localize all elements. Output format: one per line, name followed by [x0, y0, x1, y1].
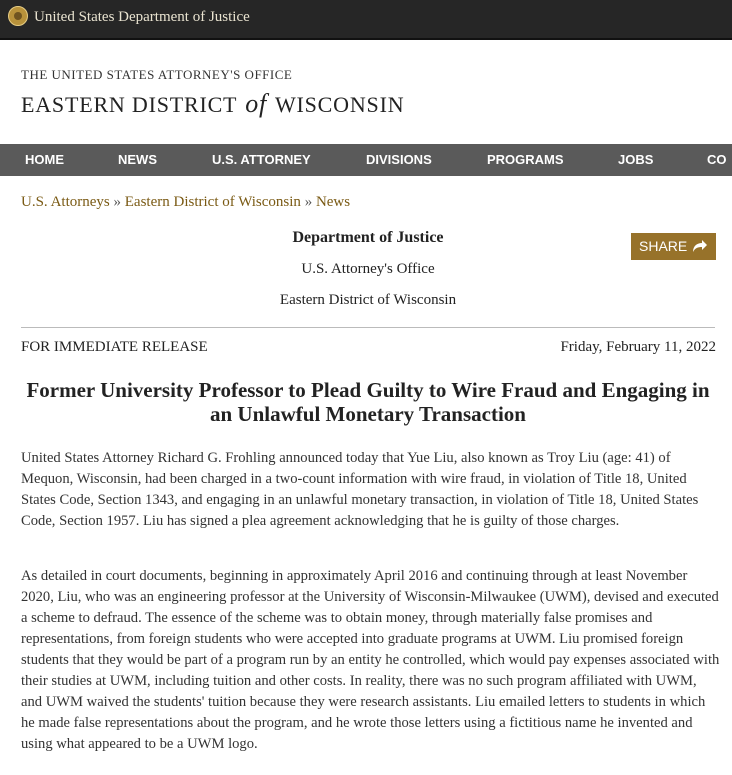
nav-jobs[interactable]: JOBS [618, 152, 654, 167]
article-headline: Former University Professor to Plead Guilty to Wire Fraud and Engaging in an Unlawful Monetary Transaction [26, 378, 710, 426]
share-button[interactable] [631, 233, 716, 260]
main-nav [0, 144, 732, 176]
district-title-part-a: EASTERN DISTRICT [21, 92, 237, 117]
district-title-of: of [245, 89, 268, 118]
article-paragraph: United States Attorney Richard G. Frohling announced today that Yue Liu, also known as Troy Liu (age: 41) of Mequon, Wisconsin, had been charged in a two-count information with wire fraud, in violation of Title 18, United States Code, Section 1343, and engaging in an unlawful monetary transaction, in violation of Title 18, United States Code, Section 1957. Liu has signed a plea agreement acknowledging that he is guilty of those charges. [21, 450, 699, 529]
department-name: Department of Justice [292, 229, 444, 246]
nav-contact-truncated[interactable]: CO [707, 152, 727, 167]
nav-divisions[interactable]: DIVISIONS [366, 152, 432, 167]
share-arrow-icon [690, 237, 708, 255]
nav-home[interactable]: HOME [25, 152, 64, 167]
nav-news[interactable]: NEWS [118, 152, 157, 167]
doj-seal-icon [8, 6, 28, 26]
breadcrumb [21, 194, 350, 211]
breadcrumb-news[interactable]: News [315, 194, 351, 210]
breadcrumb-eastern-district[interactable]: Eastern District of Wisconsin [124, 194, 301, 210]
breadcrumb-us-attorneys[interactable]: U.S. Attorneys [21, 194, 110, 210]
share-label: SHARE [639, 238, 688, 254]
doj-title-link[interactable]: United States Department of Justice [34, 9, 250, 25]
article-paragraph: As detailed in court documents, beginning in approximately April 2016 and continuing through at least November 2020, Liu, who was an engineering professor at the University of Wisconsin-Milwaukee (UWM), devised and executed a scheme to defraud. The essence of the scheme was to obtain money, through materially false promises and representations, from foreign students who were accepted into graduate programs at UWM. Liu promised foreign students that they would be part of a program run by an entity he controlled, which would pay expenses associated with their studies at UWM, including tuition and other costs. In reality, there was no such program affiliated with UWM, and UWM waived the students' tuition because they were research assistants. Liu emailed letters to students in which he made false representations about the program, and he wrote those letters using a fictitious name he invented and using what appeared to be a UWM logo. [21, 568, 720, 752]
doj-top-bar [0, 0, 732, 40]
district-name: Eastern District of Wisconsin [279, 292, 457, 308]
release-date: Friday, February 11, 2022 [560, 339, 716, 355]
office-title: THE UNITED STATES ATTORNEY'S OFFICE [21, 67, 293, 82]
nav-us-attorney[interactable]: U.S. ATTORNEY [212, 152, 311, 167]
breadcrumb-separator: » [113, 194, 122, 210]
breadcrumb-separator: » [304, 194, 313, 210]
office-name: U.S. Attorney's Office [301, 261, 435, 277]
district-title[interactable] [21, 89, 404, 119]
release-label: FOR IMMEDIATE RELEASE [21, 339, 208, 355]
district-title-part-b: WISCONSIN [274, 92, 405, 117]
divider [21, 327, 715, 328]
nav-programs[interactable]: PROGRAMS [487, 152, 564, 167]
